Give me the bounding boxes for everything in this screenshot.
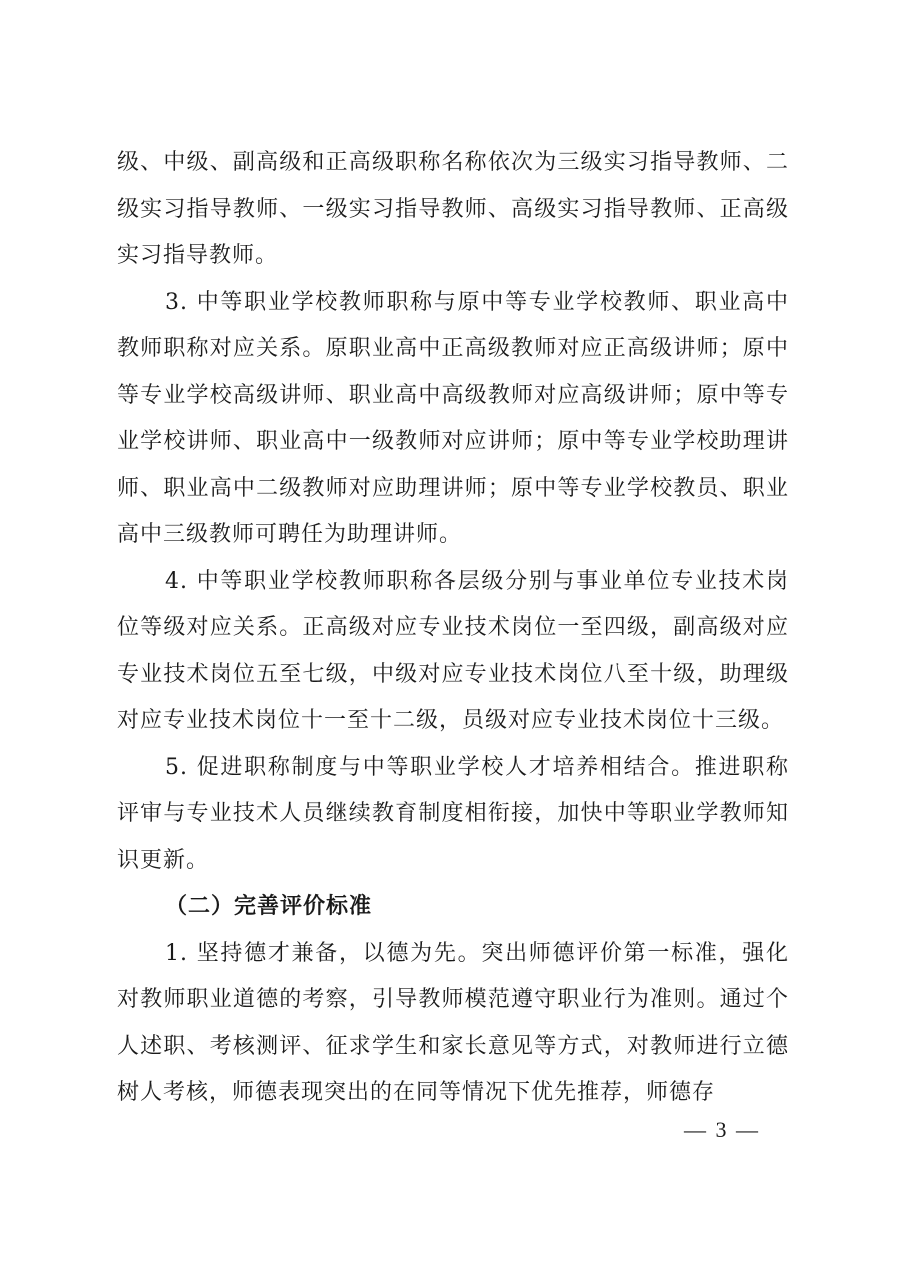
paragraph-talent-cultivation: 5. 促进职称制度与中等职业学校人才培养相结合。推进职称评审与专业技术人员继续教育制度相衔接，加快中等职业学教师知识更新。 [117,754,789,873]
paragraph-post-level-correspondence: 4. 中等职业学校教师职称各层级分别与事业单位专业技术岗位等级对应关系。正高级对应专业技术岗位一至四级，副高级对应专业技术岗位五至七级，中级对应专业技术岗位八至十级，助理级对应专业技术岗位十一至十二级，员级对应专业技术岗位十三级。 [117,568,789,733]
page-number-footer [0,1117,900,1143]
paragraph-continued-title-names: 级、中级、副高级和正高级职称名称依次为三级实习指导教师、二级实习指导教师、一级实习指导教师、高级实习指导教师、正高级实习指导教师。 [117,150,789,268]
section-heading: （二）完善评价标准 [165,894,373,919]
body-text [117,140,789,1117]
paragraph-title-correspondence: 3. 中等职业学校教师职称与原中等专业学校教师、职业高中教师职称对应关系。原职业高中正高级教师对应正高级讲师；原中等专业学校高级讲师、职业高中高级教师对应高级讲师；原中等专业学校讲师、职业高中一级教师对应讲师；原中等专业学校助理讲师、职业高中二级教师对应助理讲师；原中等专业学校教员、职业高中三级教师可聘任为助理讲师。 [117,289,789,547]
paragraph-ethics-first: 1. 坚持德才兼备，以德为先。突出师德评价第一标准，强化对教师职业道德的考察，引导教师模范遵守职业行为准则。通过个人述职、考核测评、征求学生和家长意见等方式，对教师进行立德树人考核，师德表现突出的在同等情况下优先推荐，师德存 [117,940,789,1105]
page-number: — 3 — [684,1117,760,1142]
